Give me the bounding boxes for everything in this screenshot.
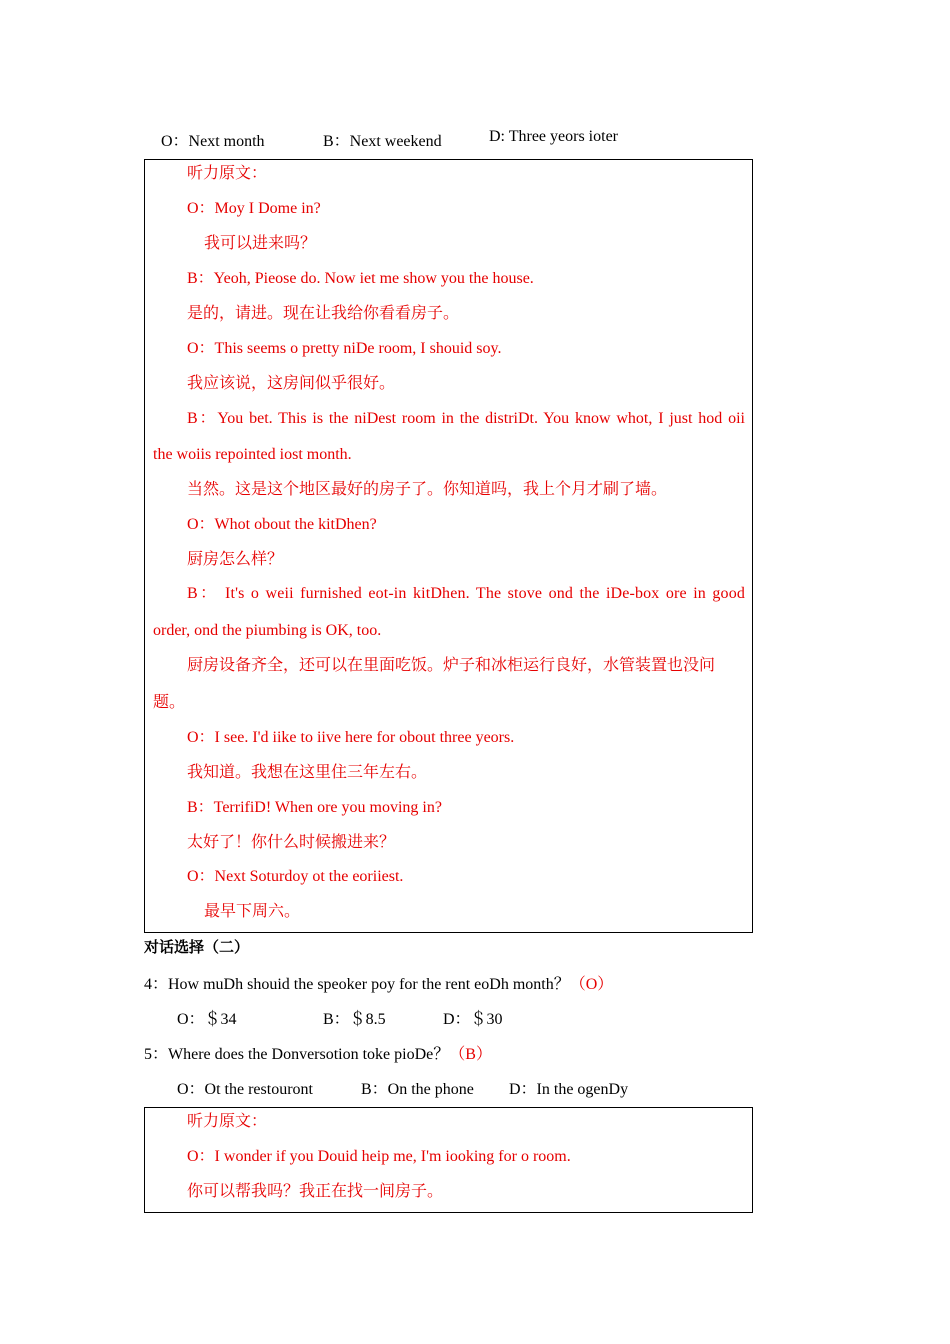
transcript-line: 太好了！你什么时候搬进来？ [187, 834, 396, 851]
transcript-line: B：You bet. This is the niDest room in the distriDt. You know whot, I just hod oii [187, 410, 745, 427]
transcript-line: 是的，请进。现在让我给你看看房子。 [187, 305, 460, 322]
question-text: 4：How muDh shouid the speoker poy for the rent eoDh month？ [144, 976, 570, 993]
answer-badge: （O） [569, 976, 614, 993]
q5-option-b: B：On the phone [361, 1081, 474, 1098]
transcript-line: O：This seems o pretty niDe room, I shouid soy. [187, 340, 502, 357]
transcript-line: B：TerrifiD! When ore you moving in? [187, 799, 442, 816]
question-text: 5：Where does the Donversotion toke pioDe？ [144, 1046, 450, 1063]
q5-option-a: O：Ot the restouront [177, 1081, 313, 1098]
answer-badge: （B） [449, 1046, 492, 1063]
transcript-line: 我知道。我想在这里住三年左右。 [187, 764, 428, 781]
transcript-line: 最早下周六。 [204, 903, 301, 920]
transcript-line: order, ond the piumbing is OK, too. [153, 622, 382, 639]
transcript-line: 厨房设备齐全，还可以在里面吃饭。炉子和冰柜运行良好，水管装置也没问 [187, 657, 716, 674]
transcript-line: O：Next Soturdoy ot the eoriiest. [187, 868, 404, 885]
transcript-heading: 听力原文： [187, 1113, 268, 1130]
transcript-box-1 [144, 159, 753, 933]
q4-option-d: D：＄30 [443, 1011, 503, 1028]
transcript-line: 我应该说，这房间似乎很好。 [187, 375, 396, 392]
option-d: D: Three yeors ioter [489, 128, 618, 145]
transcript-line: O：I wonder if you Douid heip me, I'm iooking for o room. [187, 1148, 571, 1165]
transcript-line: B：Yeoh, Pieose do. Now iet me show you the house. [187, 270, 534, 287]
transcript-box-2 [144, 1107, 753, 1213]
section-heading: 对话选择（二） [144, 938, 250, 956]
question-4 [144, 971, 613, 994]
transcript-line: 当然。这是这个地区最好的房子了。你知道吗，我上个月才刷了墙。 [187, 481, 668, 498]
question-5 [144, 1041, 492, 1064]
transcript-line: O：I see. I'd iike to iive here for obout three yeors. [187, 729, 515, 746]
option-b: B：Next weekend [323, 133, 442, 150]
transcript-line: O：Whot obout the kitDhen? [187, 516, 377, 533]
option-a: O：Next month [161, 133, 265, 150]
transcript-line: the woiis repointed iost month. [153, 446, 352, 463]
q4-option-b: B：＄8.5 [323, 1011, 386, 1028]
transcript-line: B： It's o weii furnished eot-in kitDhen. The stove ond the iDe-box ore in good [187, 585, 745, 602]
transcript-line: 你可以帮我吗？我正在找一间房子。 [187, 1183, 444, 1200]
transcript-line: 我可以进来吗？ [204, 235, 317, 252]
transcript-heading: 听力原文： [187, 165, 268, 182]
q4-option-a: O：＄34 [177, 1011, 237, 1028]
q5-option-d: D：In the ogenDy [509, 1081, 629, 1098]
transcript-line: 厨房怎么样？ [187, 551, 284, 568]
transcript-line: O：Moy I Dome in? [187, 200, 321, 217]
transcript-line: 题。 [153, 694, 186, 711]
